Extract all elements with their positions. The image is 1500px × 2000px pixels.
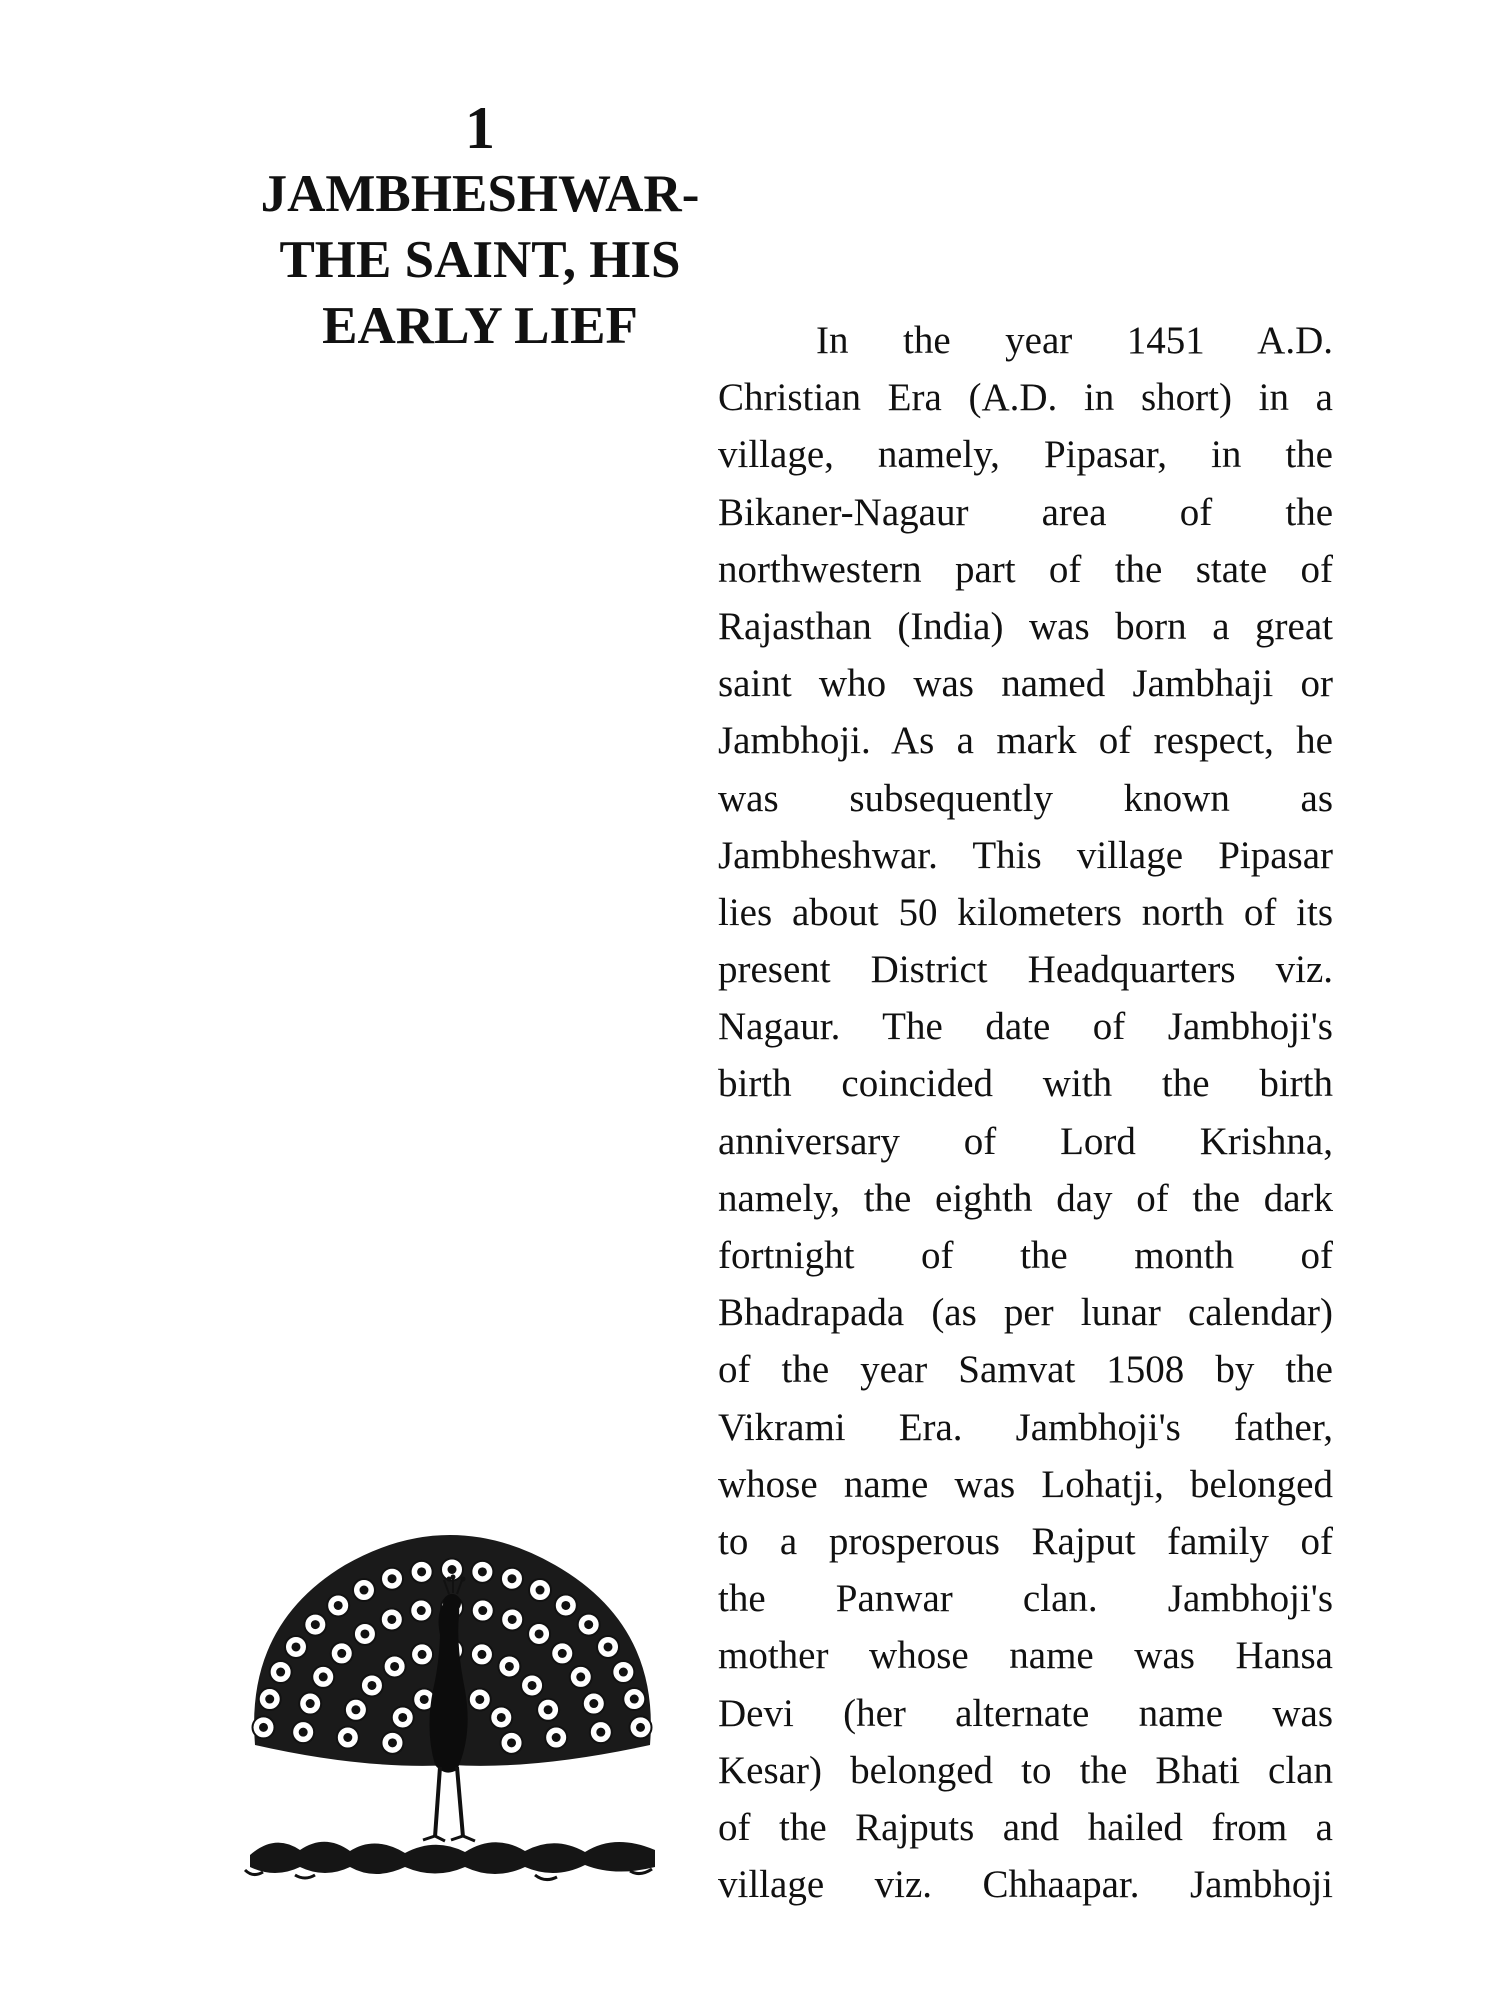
- peacock-illustration: [235, 1515, 670, 1900]
- text-line: of the Rajputs and hailed from a: [718, 1805, 1333, 1849]
- text-line: anniversary of Lord Krishna,: [718, 1119, 1333, 1163]
- text-line: Bikaner-Nagaur area of the: [718, 490, 1333, 534]
- text-line: lies about 50 kilometers north of its: [718, 890, 1333, 934]
- text-line: Devi (her alternate name was: [718, 1691, 1333, 1735]
- text-line: In the year 1451 A.D.: [816, 319, 1333, 362]
- text-line: saint who was named Jambhaji or: [718, 662, 1333, 706]
- text-line: Jambheshwar. This village Pipasar: [718, 833, 1333, 877]
- text-line: the Panwar clan. Jambhoji's: [718, 1577, 1333, 1621]
- text-line: of the year Samvat 1508 by the: [718, 1348, 1333, 1392]
- text-line: fortnight of the month of: [718, 1234, 1333, 1277]
- text-line: to a prosperous Rajput family of: [718, 1519, 1333, 1563]
- text-line: Vikrami Era. Jambhoji's father,: [718, 1405, 1333, 1449]
- chapter-title-line: THE SAINT, HIS: [279, 231, 681, 289]
- text-line: was subsequently known as: [718, 776, 1333, 820]
- chapter-number: 1: [465, 95, 495, 161]
- text-line: Christian Era (A.D. in short) in a: [718, 376, 1333, 420]
- text-line: northwestern part of the state of: [718, 547, 1333, 591]
- chapter-title-line: EARLY LIEF: [322, 297, 638, 355]
- text-line: namely, the eighth day of the dark: [718, 1176, 1333, 1220]
- body-paragraph: [718, 312, 1333, 1913]
- text-line: Kesar) belonged to the Bhati clan: [718, 1748, 1333, 1792]
- text-line: village viz. Chhaapar. Jambhoji: [718, 1863, 1333, 1907]
- text-line: birth coincided with the birth: [718, 1062, 1333, 1106]
- text-line: present District Headquarters viz.: [718, 948, 1333, 992]
- text-line: village, namely, Pipasar, in the: [718, 433, 1333, 477]
- text-line: mother whose name was Hansa: [718, 1634, 1333, 1678]
- chapter-heading: [210, 95, 750, 359]
- text-line: Rajasthan (India) was born a great: [718, 604, 1333, 648]
- text-line: Bhadrapada (as per lunar calendar): [718, 1291, 1333, 1335]
- text-line: Jambhoji. As a mark of respect, he: [718, 719, 1333, 763]
- peacock-icon: [235, 1515, 670, 1900]
- text-line: Nagaur. The date of Jambhoji's: [718, 1005, 1333, 1049]
- text-line: whose name was Lohatji, belonged: [718, 1462, 1333, 1506]
- chapter-title-line: JAMBHESHWAR-: [260, 165, 700, 223]
